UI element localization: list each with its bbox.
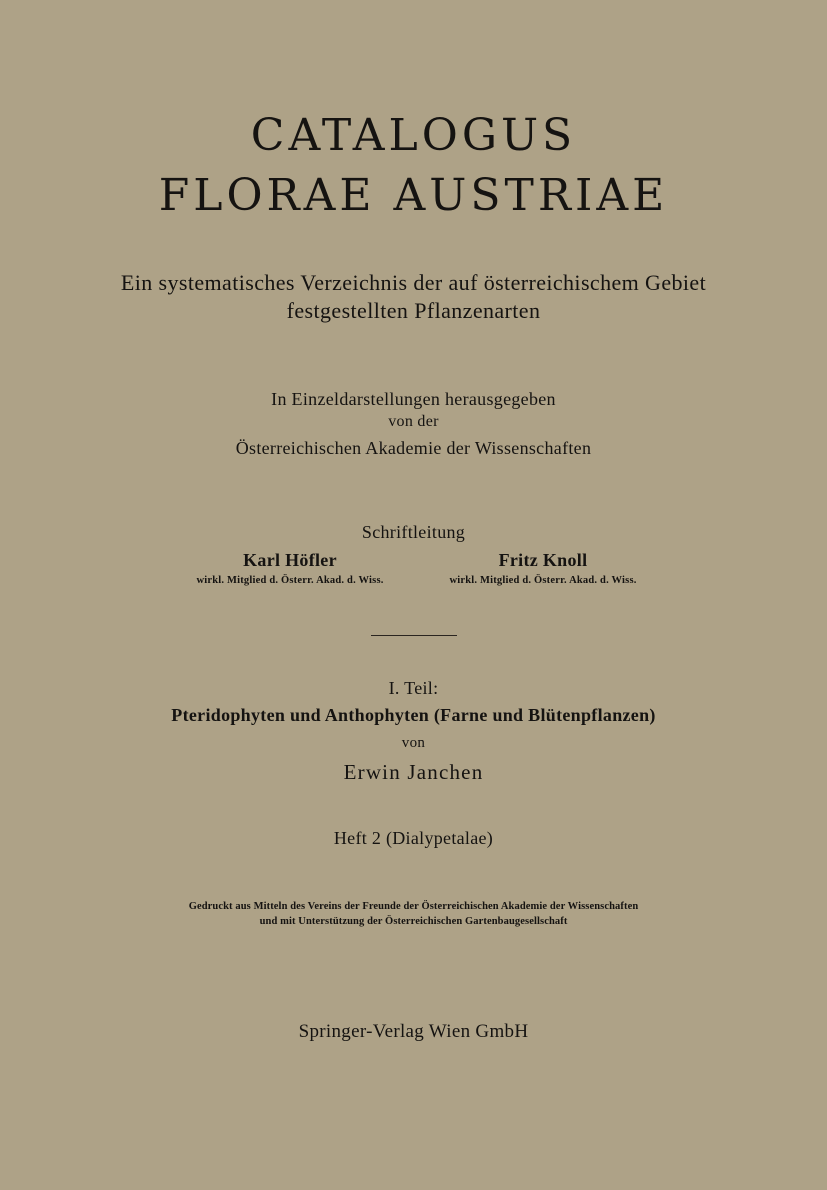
issued-by-line-2: von der [388, 413, 439, 430]
issued-by-line-1: In Einzeldarstellungen herausgegeben [271, 389, 556, 409]
main-title-line-2: FLORAE AUSTRIAE [158, 170, 669, 221]
part-label: I. Teil: [388, 678, 439, 698]
part-by: von [401, 735, 426, 751]
editor-block-hoefler [170, 551, 410, 587]
issued-by-line-3: Österreichischen Akademie der Wissenschaften [235, 438, 592, 458]
editor-name: Fritz Knoll [498, 550, 588, 570]
issue-label: Heft 2 (Dialypetalae) [333, 828, 494, 848]
editor-role: wirkl. Mitglied d. Österr. Akad. d. Wiss. [196, 575, 384, 586]
editorial-heading: Schriftleitung [361, 522, 466, 542]
author-name: Erwin Janchen [343, 760, 484, 784]
part-title: Pteridophyten und Anthophyten (Farne und Blütenpflanzen) [171, 705, 656, 725]
subtitle-line-2: festgestellten Pflanzenarten [286, 298, 541, 323]
funding-line-2: und mit Unterstützung der Österreichischen Gartenbaugesellschaft [259, 916, 568, 927]
funding-line-1: Gedruckt aus Mitteln des Vereins der Freunde der Österreichischen Akademie der Wissenschaften [188, 901, 639, 912]
editor-name: Karl Höfler [243, 550, 337, 570]
main-title-line-1: CATALOGUS [250, 110, 577, 161]
editor-block-knoll [423, 551, 663, 587]
section-divider [371, 635, 457, 636]
subtitle-line-1: Ein systematisches Verzeichnis der auf österreichischem Gebiet [120, 270, 707, 295]
publisher-name: Springer-Verlag Wien GmbH [298, 1021, 529, 1042]
editor-role: wirkl. Mitglied d. Österr. Akad. d. Wiss. [449, 575, 637, 586]
